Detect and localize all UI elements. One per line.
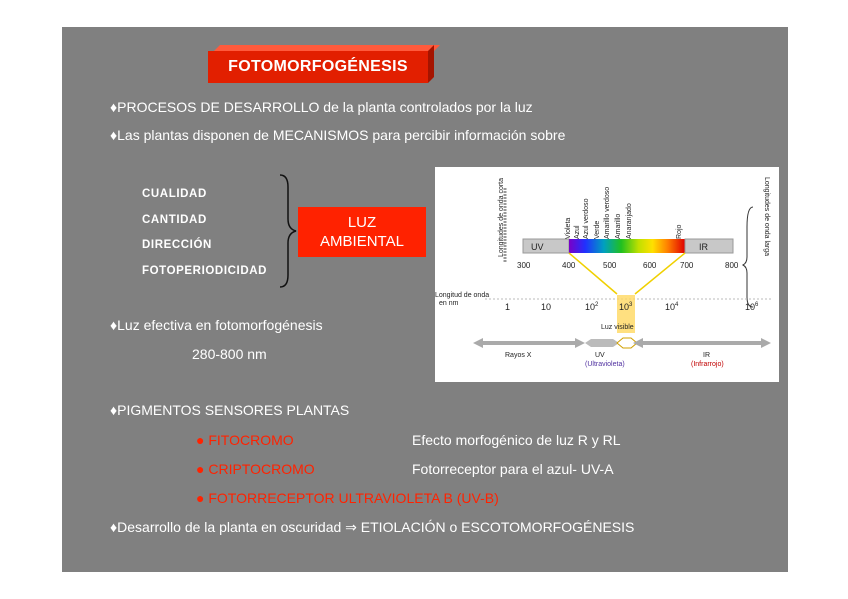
- color-label-azul-verdoso: Azul verdoso: [583, 198, 590, 239]
- color-label-amarillo: Amarillo: [615, 213, 622, 239]
- spectrum-diagram: [435, 167, 779, 382]
- slide: [62, 27, 788, 572]
- nm-tick-700: 700: [680, 261, 694, 270]
- log-tick-10-2: $10^2$: [585, 302, 599, 312]
- uv-label: UV: [531, 242, 544, 252]
- visible-light-label: Luz visible: [601, 324, 634, 331]
- color-label-anaranjado: Anaranjado: [626, 203, 633, 239]
- axis-label-2: en nm: [439, 300, 459, 307]
- color-label-violeta: Violeta: [565, 217, 572, 239]
- color-label-verde: Verde: [594, 220, 601, 239]
- wavelength-range: 280-800 nm: [192, 346, 267, 362]
- bullet-procesos: ♦PROCESOS DE DESARROLLO de la planta controlados por la luz: [110, 99, 533, 115]
- axis-label-1: Longitud de onda: [435, 292, 490, 299]
- curly-brace: [278, 173, 298, 289]
- slide-title: FOTOMORFOGÉNESIS: [208, 51, 428, 83]
- bullet-pigmentos: ♦PIGMENTOS SENSORES PLANTAS: [110, 402, 350, 418]
- luz-ambiental-box: [298, 207, 426, 257]
- ir-sub-label: (Infrarrojo): [691, 361, 724, 368]
- log-tick-10-6: $10^6$: [745, 302, 759, 312]
- nm-tick-500: 500: [603, 261, 617, 270]
- bullet-mecanismos: ♦Las plantas disponen de MECANISMOS para percibir información sobre: [110, 127, 566, 143]
- log-tick-10-4: $10^4$: [665, 302, 679, 312]
- pigment-fitocromo-desc: Efecto morfogénico de luz R y RL: [412, 432, 621, 448]
- quality-3: DIRECCIÓN: [142, 239, 212, 251]
- title-banner: [208, 45, 436, 83]
- bullet-etiolacion: ♦Desarrollo de la planta en oscuridad ⇒ ETIOLACIÓN o ESCOTOMORFOGÉNESIS: [110, 519, 635, 535]
- quality-2: CANTIDAD: [142, 214, 207, 226]
- short-wave-label: Longitudes de onda corta: [498, 177, 505, 257]
- rayos-x-label: Rayos X: [505, 352, 532, 359]
- long-wave-label: Longitudes de onda larga: [763, 177, 770, 257]
- color-label-rojo: Rojo: [676, 224, 683, 239]
- ir-bottom-label: IR: [703, 352, 710, 359]
- color-label-azul: Azul: [574, 225, 581, 239]
- luz-box-line1: LUZ: [347, 214, 377, 231]
- pigment-uvb: ● FOTORRECEPTOR ULTRAVIOLETA B (UV-B): [196, 490, 499, 506]
- pigment-criptocromo-desc: Fotorreceptor para el azul- UV-A: [412, 461, 614, 477]
- nm-tick-400: 400: [562, 261, 576, 270]
- uv-bottom-label: UV: [595, 352, 605, 359]
- color-label-amarillo-verdoso: Amarillo verdoso: [604, 186, 611, 239]
- ir-label: IR: [699, 242, 708, 252]
- nm-tick-600: 600: [643, 261, 657, 270]
- quality-4: FOTOPERIODICIDAD: [142, 265, 268, 277]
- luz-box-line2: AMBIENTAL: [320, 233, 404, 250]
- nm-tick-300: 300: [517, 261, 531, 270]
- quality-1: CUALIDAD: [142, 188, 207, 200]
- log-tick-10: 10: [541, 302, 552, 312]
- nm-tick-800: 800: [725, 261, 739, 270]
- pigment-criptocromo: ● CRIPTOCROMO: [196, 461, 315, 477]
- bullet-luz-efectiva: ♦Luz efectiva en fotomorfogénesis: [110, 317, 323, 333]
- uv-sub-label: (Ultravioleta): [585, 361, 625, 368]
- log-tick-10-3: $10^3$: [619, 302, 633, 312]
- log-tick-1: 1: [505, 302, 511, 312]
- pigment-fitocromo: ● FITOCROMO: [196, 432, 294, 448]
